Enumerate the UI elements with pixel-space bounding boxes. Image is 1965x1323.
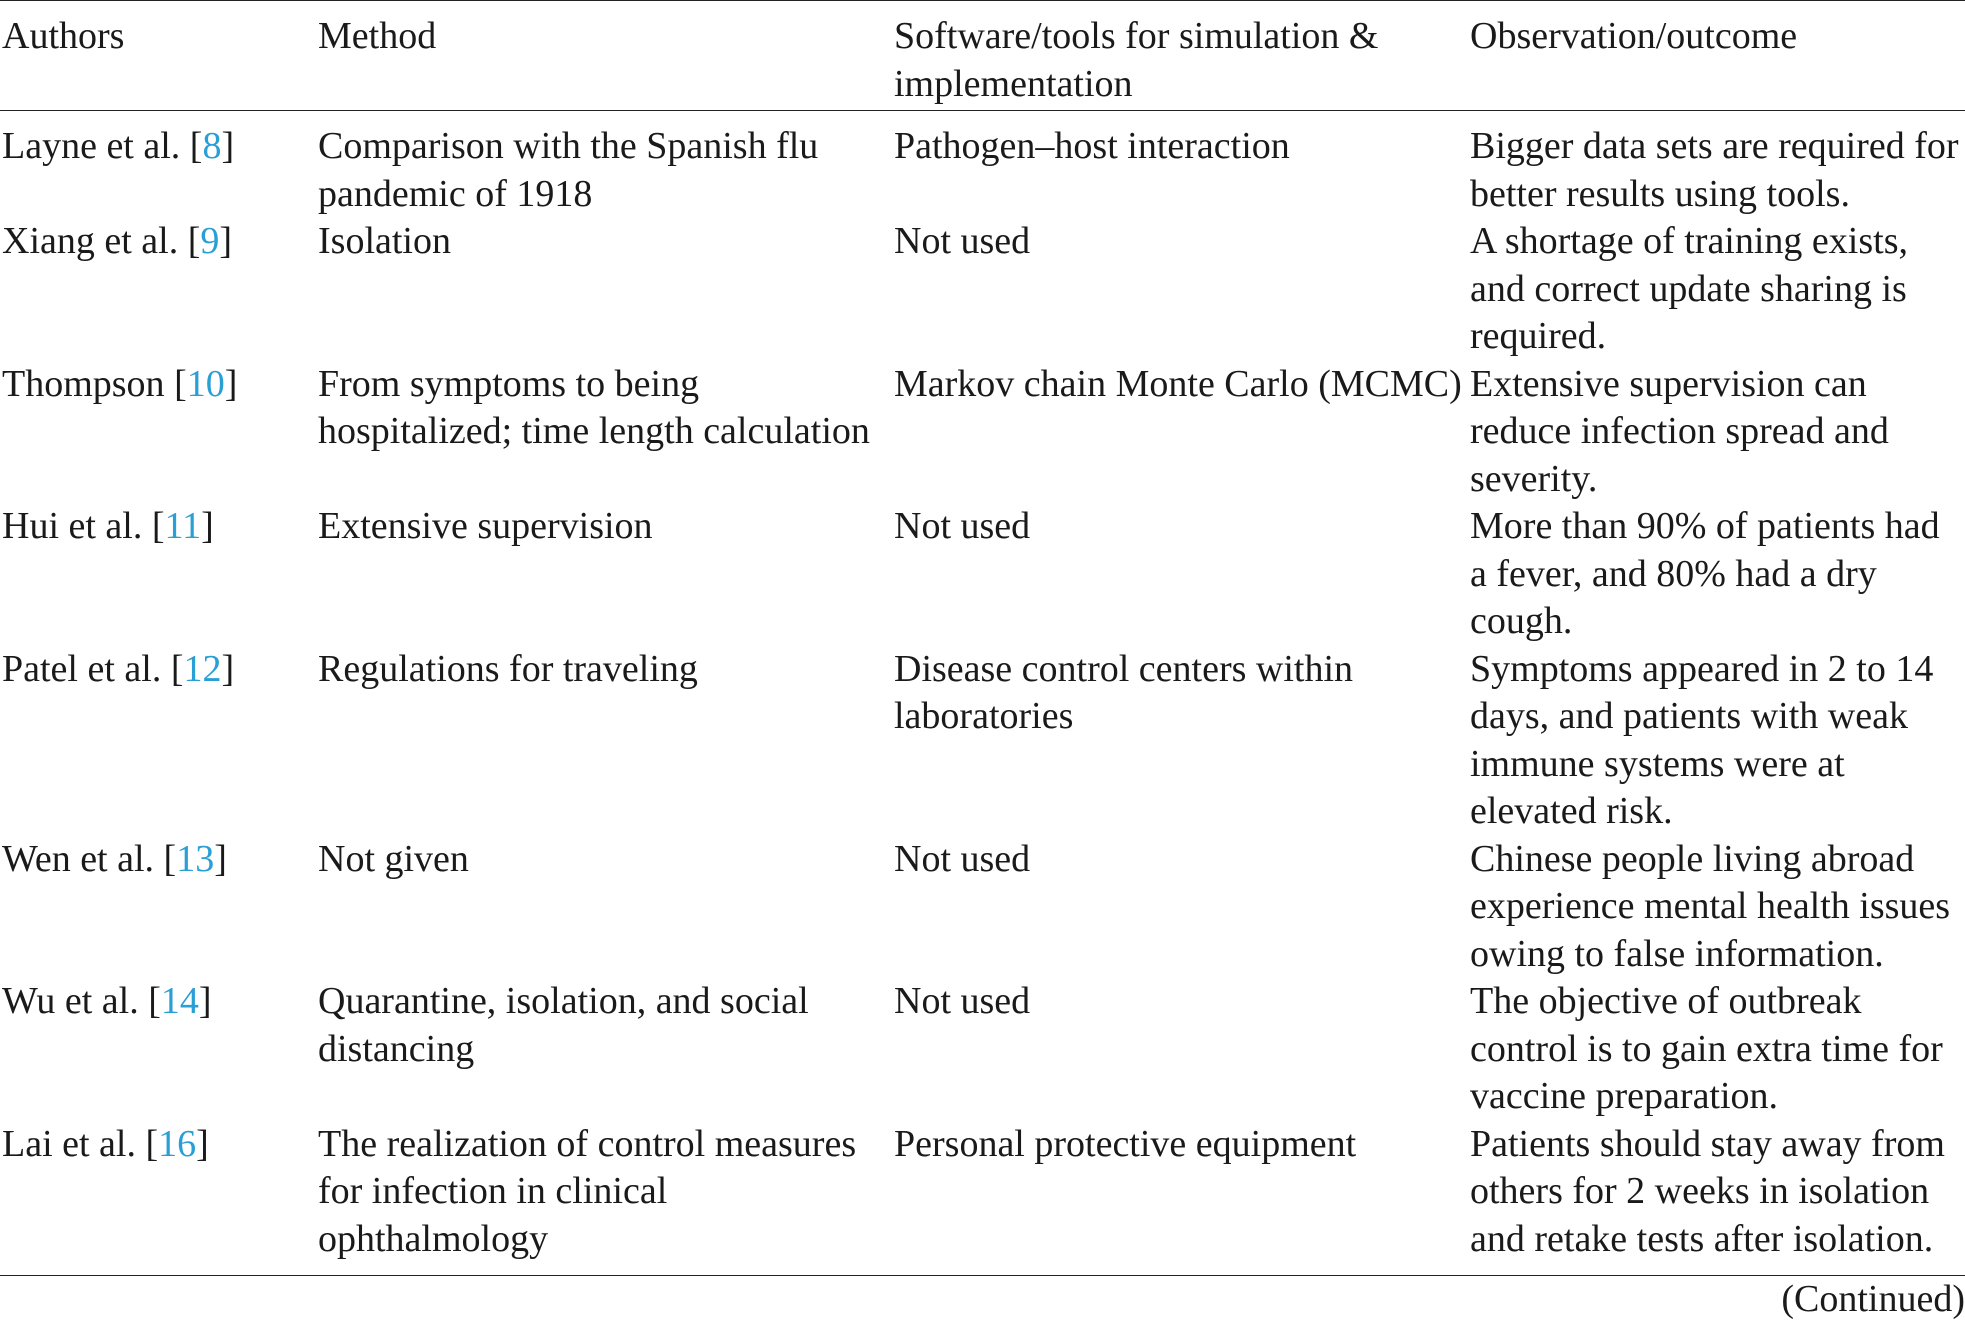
cell-author: Xiang et al. [9]: [2, 220, 233, 262]
cell-method: Isolation: [318, 220, 451, 262]
cell-author: Wu et al. [14]: [2, 980, 212, 1022]
table-row: [0, 646, 1965, 836]
citation-link[interactable]: 8: [202, 125, 222, 167]
citation-link[interactable]: 14: [160, 980, 199, 1022]
cell-method: From symptoms to being hospitalized; time length calculation: [318, 362, 870, 452]
cell-method: Quarantine, isolation, and social distancing: [318, 980, 809, 1070]
header-authors: Authors: [2, 15, 125, 57]
cell-author: Patel et al. [12]: [2, 647, 235, 690]
header-row: [0, 1, 1965, 111]
cell-tools: Pathogen–host interaction: [894, 125, 1290, 167]
cell-outcome: Chinese people living abroad experience mental health issues owing to false information.: [1470, 837, 1951, 975]
cell-author: Thompson [10]: [2, 362, 238, 405]
cell-outcome: Patients should stay away from others for 2 weeks in isolation and retake tests after isolation.: [1470, 1122, 1945, 1260]
cell-method: Regulations for traveling: [318, 647, 698, 690]
cell-outcome: The objective of outbreak control is to gain extra time for vaccine preparation.: [1470, 980, 1943, 1117]
citation-link[interactable]: 9: [200, 220, 220, 262]
table-header: [0, 1, 1965, 111]
table-body: [0, 111, 1965, 1276]
table-row: [0, 978, 1965, 1121]
cell-outcome: Symptoms appeared in 2 to 14 days, and patients with weak immune systems were at elevated risk.: [1470, 647, 1934, 832]
cell-tools: Not used: [894, 837, 1031, 880]
continued-note: (Continued): [1781, 1278, 1965, 1320]
table-row: [0, 503, 1965, 646]
cell-method: Not given: [318, 837, 469, 880]
citation-link[interactable]: 16: [158, 1122, 197, 1165]
cell-outcome: Extensive supervision can reduce infection spread and severity.: [1470, 362, 1889, 500]
citation-link[interactable]: 11: [164, 505, 202, 547]
cell-tools: Disease control centers within laboratories: [894, 647, 1354, 737]
table-row: [0, 836, 1965, 979]
header-tools: Software/tools for simulation & implementation: [894, 15, 1379, 105]
cell-method: Extensive supervision: [318, 505, 653, 547]
cell-outcome: A shortage of training exists, and correct update sharing is required.: [1470, 220, 1908, 357]
table-row: [0, 218, 1965, 361]
cell-outcome: Bigger data sets are required for better results using tools.: [1470, 125, 1959, 215]
cell-method: Comparison with the Spanish flu pandemic of 1918: [318, 125, 819, 215]
citation-link[interactable]: 12: [183, 647, 222, 690]
cell-tools: Not used: [894, 980, 1031, 1022]
cell-author: Wen et al. [13]: [2, 837, 227, 880]
cell-author: Hui et al. [11]: [2, 505, 214, 547]
citation-link[interactable]: 10: [186, 362, 225, 405]
citation-link[interactable]: 13: [176, 837, 215, 880]
table-row: [0, 111, 1965, 219]
cell-outcome: More than 90% of patients had a fever, and 80% had a dry cough.: [1470, 505, 1940, 642]
header-outcome: Observation/outcome: [1470, 15, 1798, 57]
cell-tools: Not used: [894, 220, 1031, 262]
cell-tools: Personal protective equipment: [894, 1122, 1357, 1165]
cell-method: The realization of control measures for infection in clinical ophthalmology: [318, 1122, 857, 1260]
table-row: [0, 361, 1965, 504]
cell-tools: Not used: [894, 505, 1031, 547]
header-method: Method: [318, 15, 437, 57]
cell-tools: Markov chain Monte Carlo (MCMC): [894, 362, 1462, 405]
cell-author: Layne et al. [8]: [2, 125, 235, 167]
cell-author: Lai et al. [16]: [2, 1122, 209, 1165]
table-row: [0, 1121, 1965, 1276]
